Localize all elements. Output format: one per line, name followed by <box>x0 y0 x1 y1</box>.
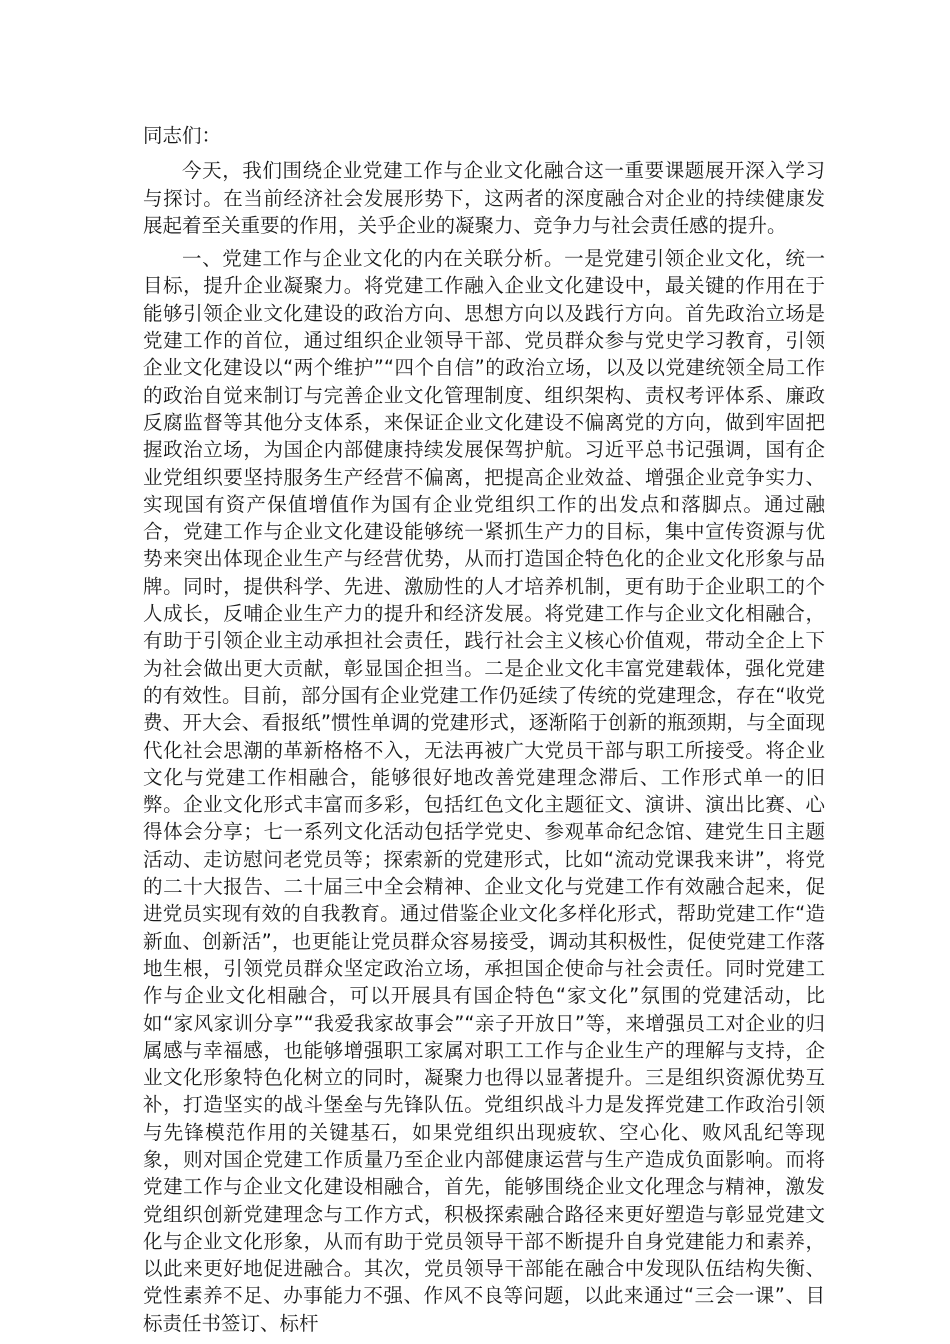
salutation: 同志们： <box>143 124 222 147</box>
document-body <box>143 122 825 1343</box>
paragraph-section-one: 一、党建工作与企业文化的内在关联分析。一是党建引领企业文化，统一目标，提升企业凝聚力。将党建工作融入企业文化建设中，最关键的作用在于能够引领企业文化建设的政治方向、思想方向以及践行方向。首先政治立场是党建工作的首位，通过组织企业领导干部、党员群众参与党史学习教育，引领企业文化建设以“两个维护”“四个自信”的政治立场，以及以党建统领全局工作的政治自觉来制订与完善企业文化管理制度、组织架构、责权考评体系、廉政反腐监督等其他分支体系，来保证企业文化建设不偏离党的方向，做到牢固把握政治立场，为国企内部健康持续发展保驾护航。习近平总书记强调，国有企业党组织要坚持服务生产经营不偏离，把提高企业效益、增强企业竞争实力、实现国有资产保值增值作为国有企业党组织工作的出发点和落脚点。通过融合，党建工作与企业文化建设能够统一紧抓生产力的目标，集中宣传资源与优势来突出体现企业生产与经营优势，从而打造国企特色化的企业文化形象与品牌。同时，提供科学、先进、激励性的人才培养机制，更有助于企业职工的个人成长，反哺企业生产力的提升和经济发展。将党建工作与企业文化相融合，有助于引领企业主动承担社会责任，践行社会主义核心价值观，带动全企上下为社会做出更大贡献，彰显国企担当。二是企业文化丰富党建载体，强化党建的有效性。目前，部分国有企业党建工作仍延续了传统的党建理念，存在“收党费、开大会、看报纸”惯性单调的党建形式，逐渐陷于创新的瓶颈期，与全面现代化社会思潮的革新格格不入，无法再被广大党员干部与职工所接受。将企业文化与党建工作相融合，能够很好地改善党建理念滞后、工作形式单一的旧弊。企业文化形式丰富而多彩，包括红色文化主题征文、演讲、演出比赛、心得体会分享；七一系列文化活动包括学党史、参观革命纪念馆、建党生日主题活动、走访慰问老党员等；探索新的党建形式，比如“流动党课我来讲”，将党的二十大报告、二十届三中全会精神、企业文化与党建工作有效融合起来，促进党员实现有效的自我教育。通过借鉴企业文化多样化形式，帮助党建工作“造新血、创新活”，也更能让党员群众容易接受，调动其积极性，促使党建工作落地生根，引领党员群众坚定政治立场，承担国企使命与社会责任。同时党建工作与企业文化相融合，可以开展具有国企特色“家文化”氛围的党建活动，比如“家风家训分享”“我爱我家故事会”“亲子开放日”等，来增强员工对企业的归属感与幸福感，也能够增强职工家属对职工工作与企业生产的理解与支持，企业文化形象特色化树立的同时，凝聚力也得以显著提升。三是组织资源优势互补，打造坚实的战斗堡垒与先锋队伍。党组织战斗力是发挥党建工作政治引领与先锋模范作用的关键基石，如果党组织出现疲软、空心化、败风乱纪等现象，则对国企党建工作质量乃至企业内部健康运营与生产造成负面影响。而将党建工作与企业文化建设相融合，首先，能够围绕企业文化理念与精神，激发党组织创新党建理念与工作方式，积极探索融合路径来更好塑造与彰显党建文化与企业文化形象，从而有助于党员领导干部不断提升自身党建能力和素养，以此来更好地促进融合。其次，党员领导干部能在融合中发现队伍结构失衡、党性素养不足、办事能力不强、作风不良等问题，以此来通过“三会一课”、目标责任书签订、标杆 <box>143 247 825 1335</box>
paragraph-intro: 今天，我们围绕企业党建工作与企业文化融合这一重要课题展开深入学习与探讨。在当前经济社会发展形势下，这两者的深度融合对企业的持续健康发展起着至关重要的作用，关乎企业的凝聚力、竞争力与社会责任感的提升。 <box>143 159 825 237</box>
